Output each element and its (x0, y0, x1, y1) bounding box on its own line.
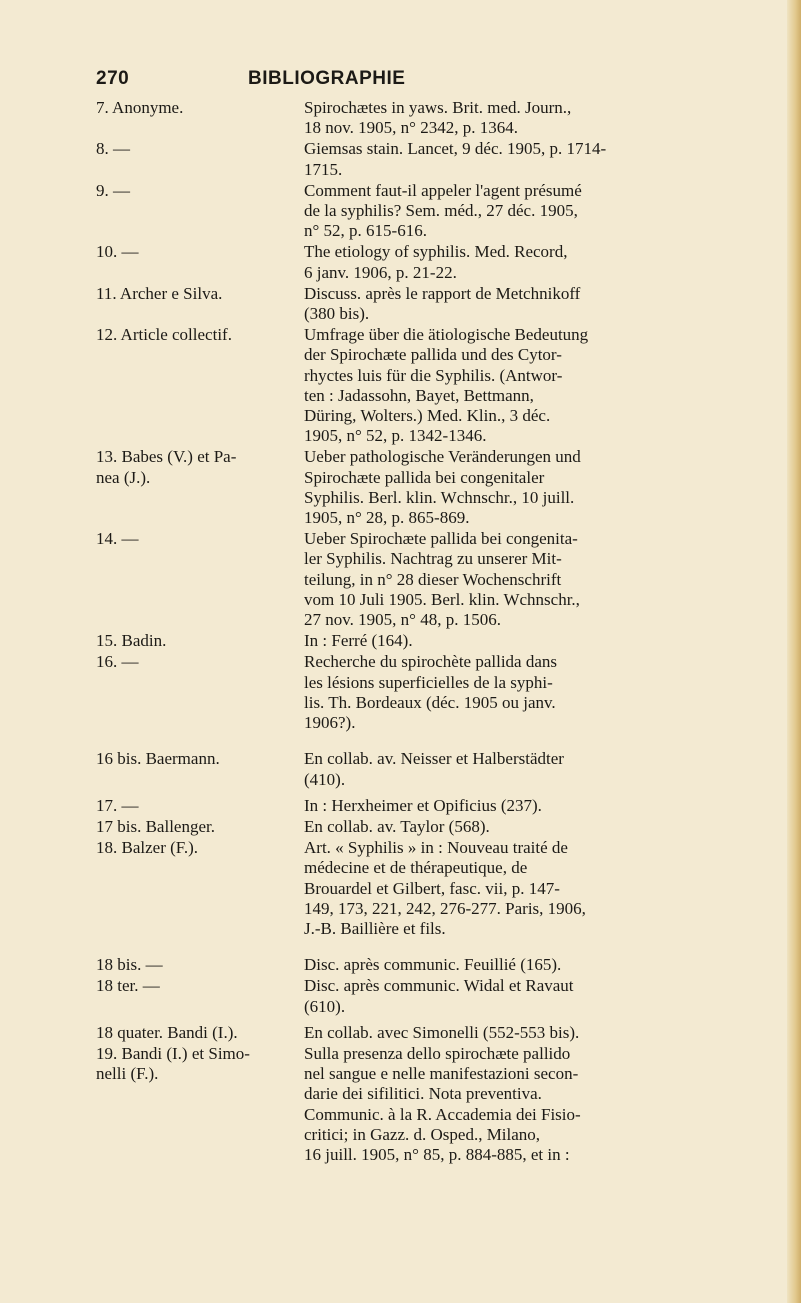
page-edge (787, 0, 801, 1303)
bibliography-entry (96, 796, 736, 816)
page-number: 270 (96, 68, 130, 89)
entry-citation: In : Ferré (164). (304, 631, 413, 651)
entry-author: 17 bis. Ballenger. (96, 816, 215, 836)
bibliography-entry (96, 139, 736, 179)
entry-citation: In : Herxheimer et Opificius (237). (304, 795, 542, 815)
bibliography-entry (96, 652, 736, 733)
bibliography-entry (96, 838, 736, 939)
entry-citation: Recherche du spirochète pallida dans les lésions superficielles de la syphi- lis. Th. Bordeaux (déc. 1905 ou janv. 1906?). (304, 652, 558, 733)
entry-author: 18 ter. — (96, 976, 160, 996)
entry-author: 15. Badin. (96, 631, 167, 651)
bibliography-entry (96, 242, 736, 282)
entry-author: 8. — (96, 139, 130, 159)
entry-citation: Sulla presenza dello spirochæte pallido nel sangue e nelle manifestazioni secon- darie dei sifilitici. Nota preventiva. Communic. à la R. Accademia dei Fisio- critici; in Gazz. d. Osped., Milano, 16 juill. 1905, n° 85, p. 884-885, et in : (304, 1043, 581, 1164)
entry-citation: En collab. avec Simonelli (552-553 bis). (304, 1022, 580, 1042)
entry-author: 16. — (96, 652, 139, 672)
bibliography-entry (96, 529, 736, 630)
bibliography-entry (96, 1023, 736, 1043)
bibliography-entry (96, 631, 736, 651)
entry-author: 12. Article collectif. (96, 325, 232, 345)
entry-citation: Spirochætes in yaws. Brit. med. Journ., 18 nov. 1905, n° 2342, p. 1364. (304, 98, 572, 138)
entry-author: 10. — (96, 242, 139, 262)
entry-citation: Umfrage über die ätiologische Bedeutung der Spirochæte pallida und des Cytor- rhyctes luis für die Syphilis. (Antwor- ten : Jadassohn, Bayet, Bettmann, Düring, Wolters.) Med. Klin., 3 déc. 1905, n° 52, p. 1342-1346. (304, 325, 589, 446)
bibliography-entry (96, 1044, 736, 1165)
entry-author: 18 quater. Bandi (I.). (96, 1022, 238, 1042)
entry-citation: Ueber pathologische Veränderungen und Spirochæte pallida bei congenitaler Syphilis. Berl. klin. Wchnschr., 10 juill. 1905, n° 28, p. 865-869. (304, 447, 581, 528)
bibliography-entry (96, 749, 736, 789)
running-title: BIBLIOGRAPHIE (248, 68, 406, 89)
entry-citation: Disc. après communic. Widal et Ravaut (610). (304, 976, 574, 1016)
entry-author: 17. — (96, 795, 139, 815)
bibliography-entry (96, 817, 736, 837)
bibliography-entry (96, 976, 736, 1016)
entry-author: 19. Bandi (I.) et Simo- nelli (F.). (96, 1043, 250, 1084)
entry-citation: Ueber Spirochæte pallida bei congenita- ler Syphilis. Nachtrag zu unserer Mit- teilung, in n° 28 dieser Wochenschrift vom 10 Juli 1905. Berl. klin. Wchnschr., 27 nov. 1905, n° 48, p. 1506. (304, 529, 580, 630)
entry-author: 7. Anonyme. (96, 98, 184, 117)
entry-author: 11. Archer e Silva. (96, 283, 223, 303)
entry-author: 13. Babes (V.) et Pa- nea (J.). (96, 447, 237, 487)
bibliography-entry (96, 955, 736, 975)
bibliography-entry (96, 181, 736, 242)
bibliography-entry (96, 98, 736, 138)
entry-author: 16 bis. Baermann. (96, 749, 220, 769)
entry-author: 18 bis. — (96, 955, 163, 975)
entry-citation: En collab. av. Neisser et Halberstädter (410). (304, 749, 564, 789)
entry-author: 14. — (96, 529, 139, 549)
bibliography-entry (96, 325, 736, 446)
entry-citation: En collab. av. Taylor (568). (304, 816, 490, 836)
entry-citation: Discuss. après le rapport de Metchnikoff (380 bis). (304, 283, 581, 324)
bibliography-list (96, 98, 736, 1165)
entry-citation: Comment faut-il appeler l'agent présumé de la syphilis? Sem. méd., 27 déc. 1905, n° 52, p. 615-616. (304, 180, 582, 241)
entry-author: 18. Balzer (F.). (96, 838, 199, 858)
entry-citation: Disc. après communic. Feuillié (165). (304, 955, 562, 975)
page-header (96, 68, 736, 94)
bibliography-entry (96, 447, 736, 528)
entry-citation: Art. « Syphilis » in : Nouveau traité de médecine et de thérapeutique, de Brouardel et Gilbert, fasc. vii, p. 147- 149, 173, 221, 242, 276-277. Paris, 1906, J.-B. Baillière et fils. (304, 838, 586, 938)
entry-citation: Giemsas stain. Lancet, 9 déc. 1905, p. 1714- 1715. (304, 139, 607, 179)
bibliography-entry (96, 284, 736, 324)
entry-author: 9. — (96, 180, 130, 200)
entry-citation: The etiology of syphilis. Med. Record, 6 janv. 1906, p. 21-22. (304, 242, 568, 282)
